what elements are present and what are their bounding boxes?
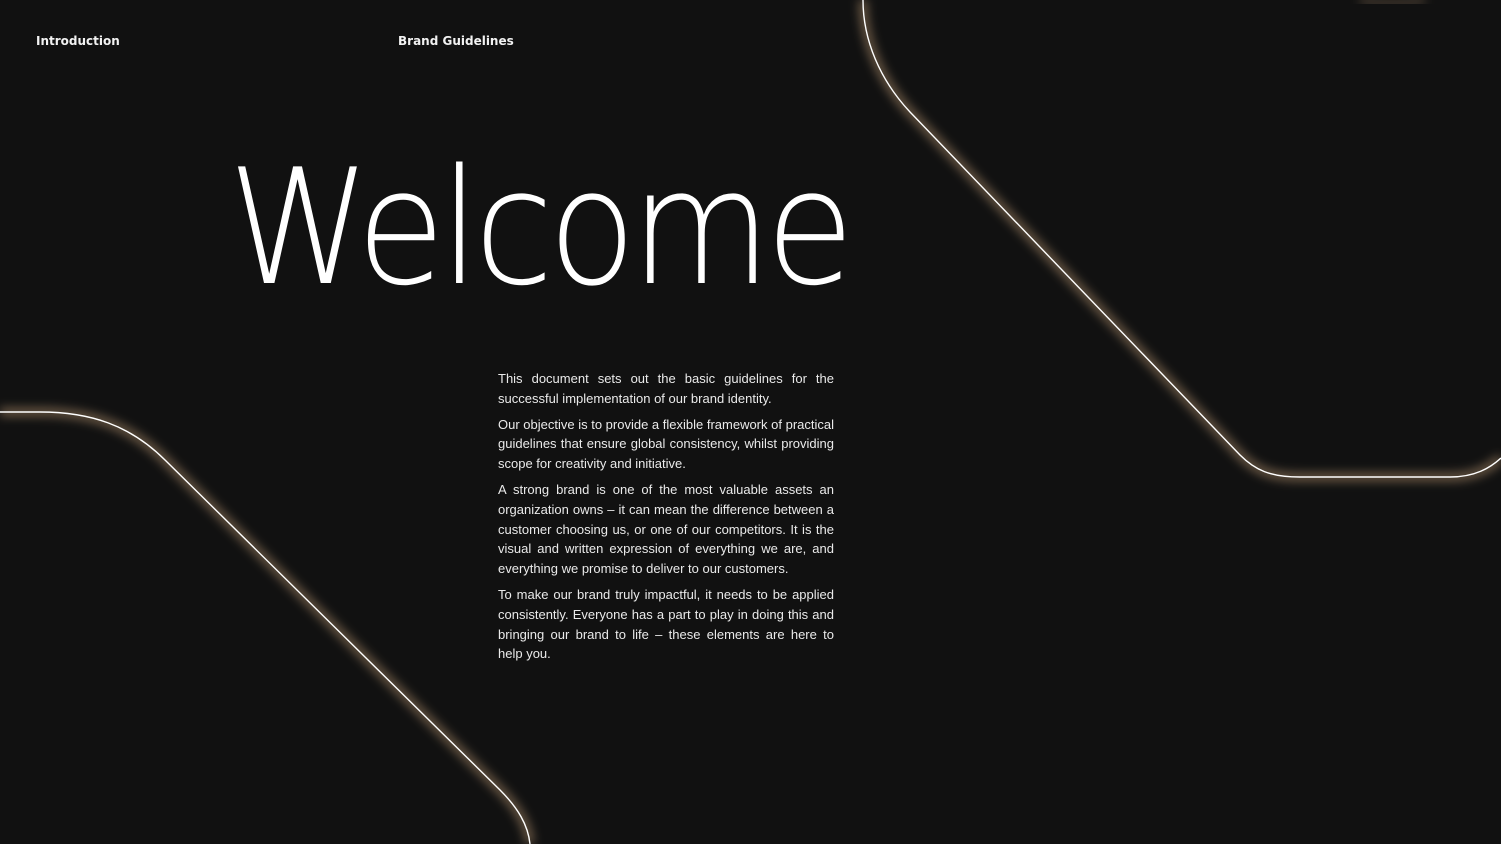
top-right-faint-glow xyxy=(1360,0,1425,3)
intro-paragraph: To make our brand truly impactful, it needs to be applied consistently. Everyone has a part to play in doing this and bringing our brand to life – these elements are here to help you. xyxy=(498,586,834,662)
intro-paragraph: This document sets out the basic guidelines for the successful implementation of our brand identity. xyxy=(498,371,834,406)
document-title-label: Brand Guidelines xyxy=(398,34,514,48)
intro-text-block xyxy=(498,369,834,670)
top-right-rounded-outline xyxy=(863,0,1501,477)
section-label: Introduction xyxy=(36,34,120,48)
intro-paragraph: A strong brand is one of the most valuable assets an organization owns – it can mean the difference between a customer choosing us, or one of our competitors. It is the visual and written expression of everything we are, and everything we promise to deliver to our customers. xyxy=(498,481,834,577)
page-title: Welcome xyxy=(228,134,849,321)
intro-paragraph: Our objective is to provide a flexible framework of practical guidelines that ensure global consistency, whilst providing scope for creativity and initiative. xyxy=(498,416,834,472)
bottom-left-rounded-outline xyxy=(0,412,530,844)
